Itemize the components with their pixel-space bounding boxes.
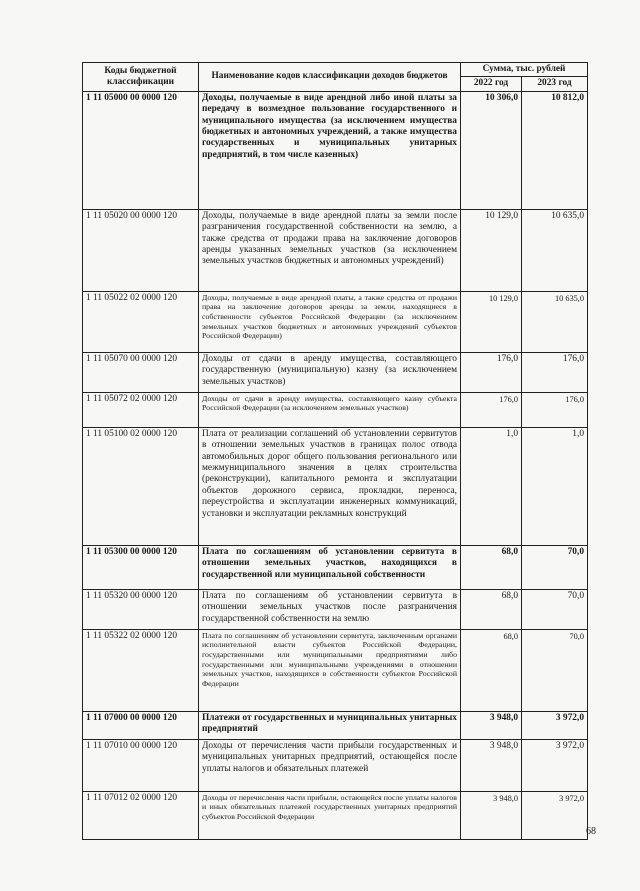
row-value-2023: 3 972,0 (522, 739, 588, 791)
row-code: 1 11 05000 00 0000 120 (83, 91, 199, 209)
row-name: Доходы, получаемые в виде арендной либо иной платы за передачу в возмездное пользование государственного и муниципального имущества (за исключением имущества бюджетных и автономных учреждений, а также имущества государственных и муниципальных унитарных предприятий, в том числе казенных) (199, 91, 461, 209)
page-number: 68 (586, 826, 596, 837)
table-row (83, 589, 588, 629)
row-value-2023: 70,0 (522, 545, 588, 589)
row-value-2023: 176,0 (522, 392, 588, 427)
table-row (83, 791, 588, 839)
row-name: Доходы, получаемые в виде арендной платы за земли после разграничения государственной собственности на землю, а также средства от продажи права на заключение договоров аренды указанных земельных участков (за исключением земельных участков бюджетных и автономных учреждений) (199, 209, 461, 291)
row-code: 1 11 05300 00 0000 120 (83, 545, 199, 589)
row-name: Доходы от сдачи в аренду имущества, составляющего государственную (муниципальную) казну (за исключением земельных участков) (199, 352, 461, 392)
table-row (83, 739, 588, 791)
row-code: 1 11 05322 02 0000 120 (83, 629, 199, 711)
row-name: Плата по соглашениям об установлении сервитута в отношении земельных участков, находящихся в государственной или муниципальной собственности (199, 545, 461, 589)
table-row (83, 629, 588, 711)
table-header-row (83, 63, 588, 77)
row-value-2022: 176,0 (461, 392, 522, 427)
row-name: Платежи от государственных и муниципальных унитарных предприятий (199, 711, 461, 739)
row-name: Доходы от перечисления части прибыли, остающейся после уплаты налогов и иных обязательных платежей государственных унитарных предприятий субъектов Российской Федерации (199, 791, 461, 839)
table-row (83, 711, 588, 739)
row-name: Доходы от перечисления части прибыли государственных и муниципальных унитарных предприятий, остающейся после уплаты налогов и обязательных платежей (199, 739, 461, 791)
row-name: Плата от реализации соглашений об установлении сервитутов в отношении земельных участков в границах полос отвода автомобильных дорог общего пользования регионального или межмуниципального значения в целях строительства (реконструкции), капитального ремонта и эксплуатации объектов дорожного сервиса, прокладки, переноса, переустройства и эксплуатации инженерных коммуникаций, установки и эксплуатации рекламных конструкций (199, 427, 461, 545)
row-name: Плата по соглашениям об установлении сервитута в отношении земельных участков после разграничения государственной собственности на землю (199, 589, 461, 629)
row-value-2022: 176,0 (461, 352, 522, 392)
header-code: Коды бюджетной классификации (83, 63, 199, 92)
row-code: 1 11 07010 00 0000 120 (83, 739, 199, 791)
row-value-2023: 3 972,0 (522, 791, 588, 839)
row-value-2022: 3 948,0 (461, 791, 522, 839)
header-name: Наименование кодов классификации доходов бюджетов (199, 63, 461, 92)
row-value-2023: 176,0 (522, 352, 588, 392)
row-name: Доходы, получаемые в виде арендной платы, а также средства от продажи права на заключение договоров аренды за земли, находящиеся в собственности субъектов Российской Федерации (за исключением земельных участков бюджетных и автономных учреждений субъектов Российской Федерации) (199, 291, 461, 352)
budget-revenue-table (82, 62, 588, 840)
row-value-2023: 70,0 (522, 589, 588, 629)
table-row (83, 209, 588, 291)
row-value-2022: 3 948,0 (461, 711, 522, 739)
table-row (83, 545, 588, 589)
row-name: Плата по соглашениям об установлении сервитута, заключенным органами исполнительной власти субъектов Российской Федерации, государственными или муниципальными предприятиями либо государственными или муниципальными учреждениями в отношении земельных участков, находящихся в собственности субъектов Российской Федерации (199, 629, 461, 711)
table-row (83, 427, 588, 545)
row-value-2022: 10 306,0 (461, 91, 522, 209)
row-value-2023: 70,0 (522, 629, 588, 711)
row-code: 1 11 05020 00 0000 120 (83, 209, 199, 291)
row-value-2023: 10 812,0 (522, 91, 588, 209)
row-code: 1 11 05072 02 0000 120 (83, 392, 199, 427)
row-value-2022: 68,0 (461, 589, 522, 629)
row-value-2022: 10 129,0 (461, 291, 522, 352)
row-code: 1 11 05100 02 0000 120 (83, 427, 199, 545)
table-row (83, 91, 588, 209)
table-row (83, 291, 588, 352)
row-name: Доходы от сдачи в аренду имущества, составляющего казну субъекта Российской Федерации (за исключением земельных участков) (199, 392, 461, 427)
row-value-2023: 1,0 (522, 427, 588, 545)
row-value-2022: 3 948,0 (461, 739, 522, 791)
row-value-2022: 68,0 (461, 629, 522, 711)
header-year-2022: 2022 год (461, 77, 522, 91)
header-year-2023: 2023 год (522, 77, 588, 91)
row-value-2022: 68,0 (461, 545, 522, 589)
row-code: 1 11 07012 02 0000 120 (83, 791, 199, 839)
table-row (83, 392, 588, 427)
header-sum: Сумма, тыс. рублей (461, 63, 588, 77)
row-value-2023: 10 635,0 (522, 291, 588, 352)
row-code: 1 11 05070 00 0000 120 (83, 352, 199, 392)
row-code: 1 11 05320 00 0000 120 (83, 589, 199, 629)
row-value-2022: 10 129,0 (461, 209, 522, 291)
table-row (83, 352, 588, 392)
row-value-2022: 1,0 (461, 427, 522, 545)
row-code: 1 11 07000 00 0000 120 (83, 711, 199, 739)
row-code: 1 11 05022 02 0000 120 (83, 291, 199, 352)
row-value-2023: 10 635,0 (522, 209, 588, 291)
row-value-2023: 3 972,0 (522, 711, 588, 739)
